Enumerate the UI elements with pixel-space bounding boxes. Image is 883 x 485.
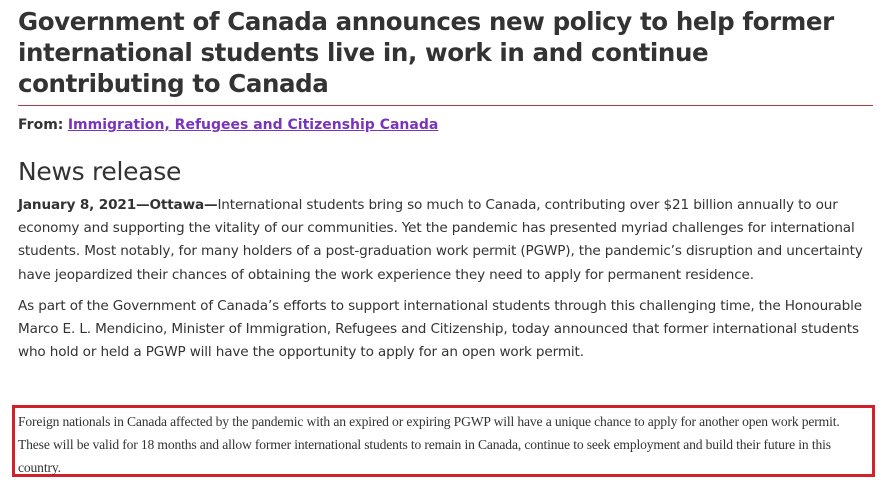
page-title: Government of Canada announces new policy to help former international students live in, work in and continue contributing to Canada: [18, 7, 834, 98]
title-divider: [18, 105, 873, 106]
from-line: [18, 115, 883, 135]
section-heading: News release: [18, 157, 182, 186]
dateline: January 8, 2021—Ottawa—: [18, 197, 218, 213]
from-label: From:: [18, 117, 64, 133]
paragraph-3-highlighted: Foreign nationals in Canada affected by the pandemic with an expired or expiring PGWP will have a unique chance to apply for another open work permit. These will be valid for 18 months and allow former international students to remain in Canada, continue to seek employment and build their future in this country.: [18, 414, 840, 476]
paragraph-1: [18, 194, 876, 287]
paragraph-1-body: International students bring so much to Canada, contributing over $21 billion annually to our economy and supporting the vitality of our communities. Yet the pandemic has presented myriad challenges for international students. Most notably, for many holders of a post-graduation work permit (PGWP), the pandemic’s disruption and uncertainty have jeopardized their chances of obtaining the work experience they need to apply for permanent residence.: [18, 197, 863, 283]
department-link[interactable]: Immigration, Refugees and Citizenship Canada: [67, 117, 439, 133]
paragraph-2: As part of the Government of Canada’s efforts to support international students through this challenging time, the Honourable Marco E. L. Mendicino, Minister of Immigration, Refugees and Citizenship, today announced that former international students who hold or held a PGWP will have the opportunity to apply for an open work permit.: [18, 297, 862, 361]
